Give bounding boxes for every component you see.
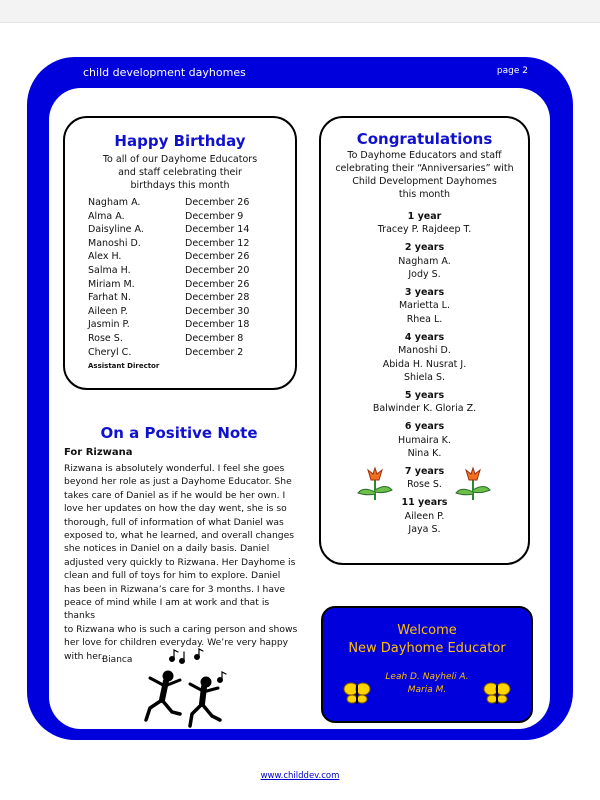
anniversary-years: 1 year xyxy=(407,211,442,222)
anniversary-group xyxy=(321,420,528,460)
birthday-name: Miriam M. xyxy=(88,278,135,290)
birthday-intro-line: To all of our Dayhome Educators xyxy=(102,154,258,165)
positive-note-line: beyond her role as just a Dayhome Educator. She xyxy=(64,476,292,488)
birthday-date: December 9 xyxy=(185,210,244,222)
birthday-name: Salma H. xyxy=(88,264,131,276)
positive-note-line: Rizwana is absolutely wonderful. I feel she goes xyxy=(64,463,285,474)
positive-note-line: she notices in Daniel on a daily basis. Daniel xyxy=(64,543,270,555)
birthday-date: December 28 xyxy=(185,292,250,304)
birthday-row xyxy=(88,305,249,319)
anniversary-years: 4 years xyxy=(404,331,445,343)
birthday-name: Nagham A. xyxy=(88,197,141,208)
welcome-names: Maria M. xyxy=(407,685,447,695)
positive-note-title: On a Positive Note xyxy=(100,424,258,442)
anniversary-names: Balwinder K. Gloria Z. xyxy=(372,403,477,415)
anniversary-names: Jaya S. xyxy=(408,524,441,536)
welcome-subtitle: New Dayhome Educator xyxy=(348,641,506,656)
positive-note-body xyxy=(64,462,298,663)
birthday-name: Aileen P. xyxy=(88,305,128,317)
birthday-date: December 2 xyxy=(185,346,244,358)
anniversary-group xyxy=(321,496,528,536)
birthday-name: Alma A. xyxy=(88,210,125,222)
anniversary-group xyxy=(321,241,528,281)
anniversary-years: 6 years xyxy=(404,421,445,433)
birthday-name: Jasmin P. xyxy=(88,319,130,331)
page-number: page 2 xyxy=(496,66,528,76)
birthday-intro xyxy=(65,153,295,192)
welcome-names: Leah D. Nayheli A. xyxy=(385,672,469,682)
positive-note-line: adjusted very quickly to Rizwana. Her Dayhome is xyxy=(64,556,296,568)
anniversary-list xyxy=(321,210,528,541)
top-bar xyxy=(0,0,600,23)
birthday-date: December 30 xyxy=(185,305,250,317)
birthday-date: December 18 xyxy=(185,319,250,331)
birthday-row xyxy=(88,196,249,210)
footer xyxy=(0,771,600,781)
birthday-name: Daisyline A. xyxy=(88,224,144,236)
anniversary-names: Marietta L. xyxy=(398,300,450,312)
birthday-row xyxy=(88,264,249,278)
anniversary-names: Shiela S. xyxy=(403,371,446,383)
congratulations-intro xyxy=(321,149,528,201)
congratulations-intro-line: celebrating their “Anniversaries” with xyxy=(335,163,514,174)
newsletter-header: child development dayhomes xyxy=(83,66,246,79)
flower-right-icon xyxy=(453,466,493,502)
birthday-date: December 14 xyxy=(185,224,250,236)
butterfly-right-icon xyxy=(483,680,511,706)
anniversary-group xyxy=(321,286,528,326)
birthday-date: December 8 xyxy=(185,332,244,344)
anniversary-names: Rhea L. xyxy=(406,313,443,325)
birthday-row xyxy=(88,291,249,305)
anniversary-names: Humaira K. xyxy=(398,434,451,446)
anniversary-years: 11 years xyxy=(401,497,448,509)
birthday-date: December 26 xyxy=(185,251,250,263)
positive-note-line: her love for children everyday. We’re very happy xyxy=(64,637,289,649)
welcome-title: Welcome xyxy=(397,623,457,638)
anniversary-names: Tracey P. Rajdeep T. xyxy=(377,224,472,236)
birthday-date: December 12 xyxy=(185,237,250,249)
birthday-row xyxy=(88,210,249,224)
birthday-date: December 26 xyxy=(185,197,250,208)
anniversary-names: Rose S. xyxy=(407,479,442,491)
birthday-date: December 20 xyxy=(185,264,250,276)
birthday-name: Manoshi D. xyxy=(88,237,141,249)
birthday-name: Farhat N. xyxy=(88,292,131,304)
birthday-row xyxy=(88,332,249,346)
anniversary-years: 3 years xyxy=(404,287,445,299)
birthday-date: December 26 xyxy=(185,278,250,290)
birthday-row xyxy=(88,250,249,264)
birthday-row xyxy=(88,278,249,292)
anniversary-names: Manoshi D. xyxy=(398,345,451,357)
anniversary-group xyxy=(321,210,528,237)
congratulations-title: Congratulations xyxy=(356,130,493,148)
butterfly-left-icon xyxy=(343,680,371,706)
positive-note-line: peace of mind while I am at work and that is thanks xyxy=(64,597,270,622)
congratulations-box xyxy=(319,116,530,565)
positive-note-signature: Bianca xyxy=(102,655,133,665)
anniversary-names: Nina K. xyxy=(407,448,442,459)
birthday-intro-line: birthdays this month xyxy=(130,180,230,191)
positive-note-line: love her updates on how the day went, she is so xyxy=(64,503,287,515)
flower-left-icon xyxy=(355,466,395,502)
congratulations-intro-line: Child Development Dayhomes xyxy=(352,176,497,187)
anniversary-names: Jody S. xyxy=(408,269,441,281)
anniversary-group xyxy=(321,465,528,492)
positive-note-line: has been in Rizwana’s care for 3 months. I have xyxy=(64,583,286,595)
birthday-row xyxy=(88,223,249,237)
birthday-name: Rose S. xyxy=(88,332,123,344)
birthday-row xyxy=(88,318,249,332)
anniversary-years: 5 years xyxy=(404,389,445,401)
anniversary-names: Nagham A. xyxy=(398,255,451,267)
positive-note-line: to Rizwana who is such a caring person and shows xyxy=(64,623,298,635)
birthday-row xyxy=(88,237,249,251)
anniversary-group xyxy=(321,389,528,416)
anniversary-group xyxy=(321,331,528,385)
birthday-name: Cheryl C. xyxy=(88,346,132,358)
birthday-name: Alex H. xyxy=(88,251,122,263)
positive-note-line: takes care of Daniel as if he would be her own. I xyxy=(64,489,286,501)
welcome-box xyxy=(321,606,533,723)
website-link[interactable]: www.childdev.com xyxy=(260,771,340,781)
dancing-people-icon xyxy=(140,648,235,728)
positive-note-line: clean and full of toys for him to explore. Daniel xyxy=(64,570,281,582)
anniversary-years: 2 years xyxy=(404,242,445,254)
birthday-list xyxy=(88,196,249,374)
assistant-director-note: Assistant Director xyxy=(88,362,160,371)
positive-note-line: with her. xyxy=(64,650,104,662)
anniversary-names: Aileen P. xyxy=(404,510,445,522)
birthday-box xyxy=(63,116,297,390)
birthday-title: Happy Birthday xyxy=(114,132,246,150)
birthday-intro-line: and staff celebrating their xyxy=(118,167,242,178)
positive-note-subtitle: For Rizwana xyxy=(64,447,133,458)
congratulations-intro-line: To Dayhome Educators and staff xyxy=(347,150,502,161)
anniversary-years: 7 years xyxy=(404,465,445,477)
congratulations-intro-line: this month xyxy=(398,189,451,200)
positive-note-line: exposed to, what he learned, and overall changes xyxy=(64,530,295,542)
positive-note-line: thorough, full of information of what Daniel was xyxy=(64,516,284,528)
anniversary-names: Abida H. Nusrat J. xyxy=(382,358,467,370)
birthday-row xyxy=(88,346,249,360)
